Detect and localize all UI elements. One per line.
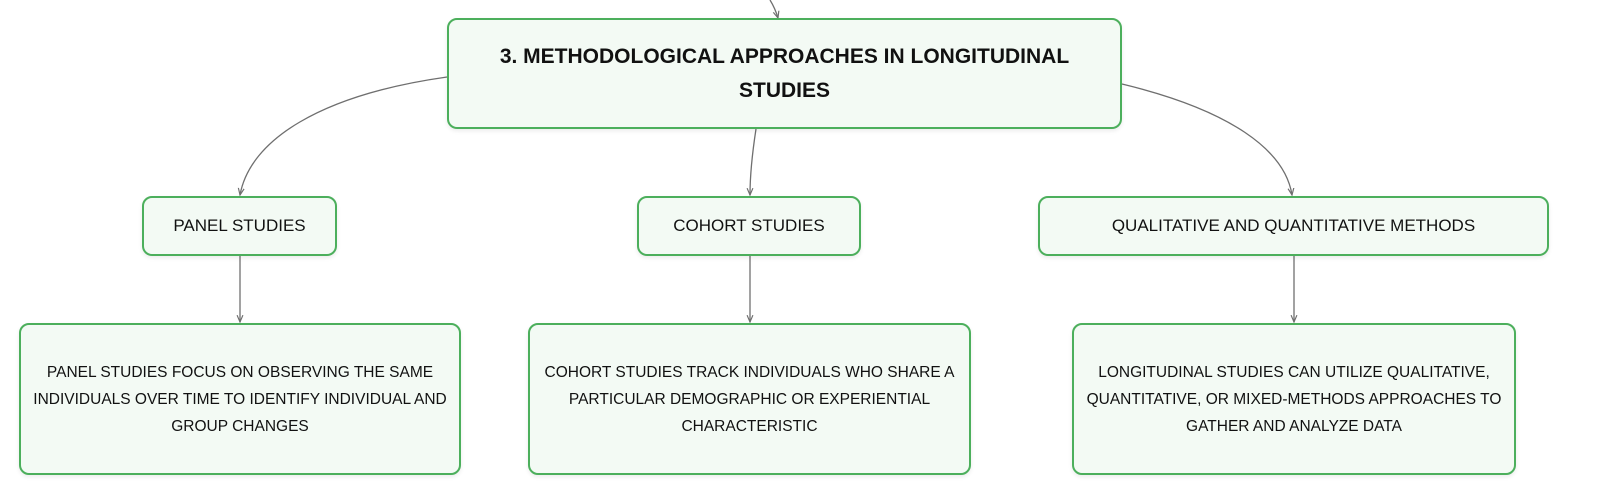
- connector-root-to-qual: [1122, 84, 1292, 195]
- root-topic-node[interactable]: [447, 18, 1122, 129]
- detail-node-qualitative-quantitative-methods[interactable]: [1072, 323, 1516, 475]
- topic-node-cohort-studies[interactable]: [637, 196, 861, 256]
- connector-root-to-cohort: [750, 129, 756, 195]
- connector-root-to-panel: [240, 77, 447, 195]
- detail-text: COHORT STUDIES TRACK INDIVIDUALS WHO SHARE A PARTICULAR DEMOGRAPHIC OR EXPERIENTIAL CHARACTERISTIC: [544, 363, 955, 435]
- detail-text: PANEL STUDIES FOCUS ON OBSERVING THE SAME INDIVIDUALS OVER TIME TO IDENTIFY INDIVIDUAL AND GROUP CHANGES: [33, 363, 447, 435]
- detail-node-panel-studies[interactable]: [19, 323, 461, 475]
- connector-parent-to-root: [770, 0, 778, 18]
- topic-node-panel-studies[interactable]: [142, 196, 337, 256]
- topic-label: COHORT STUDIES: [673, 216, 825, 235]
- root-topic-label: 3. METHODOLOGICAL APPROACHES IN LONGITUDINAL STUDIES: [499, 44, 1070, 102]
- topic-label: QUALITATIVE AND QUANTITATIVE METHODS: [1111, 216, 1476, 235]
- detail-text: LONGITUDINAL STUDIES CAN UTILIZE QUALITATIVE, QUANTITATIVE, OR MIXED-METHODS APPROACHES TO GATHER AND ANALYZE DATA: [1086, 363, 1502, 435]
- detail-node-cohort-studies[interactable]: [528, 323, 971, 475]
- topic-label: PANEL STUDIES: [173, 216, 306, 235]
- topic-node-qualitative-quantitative-methods[interactable]: [1038, 196, 1549, 256]
